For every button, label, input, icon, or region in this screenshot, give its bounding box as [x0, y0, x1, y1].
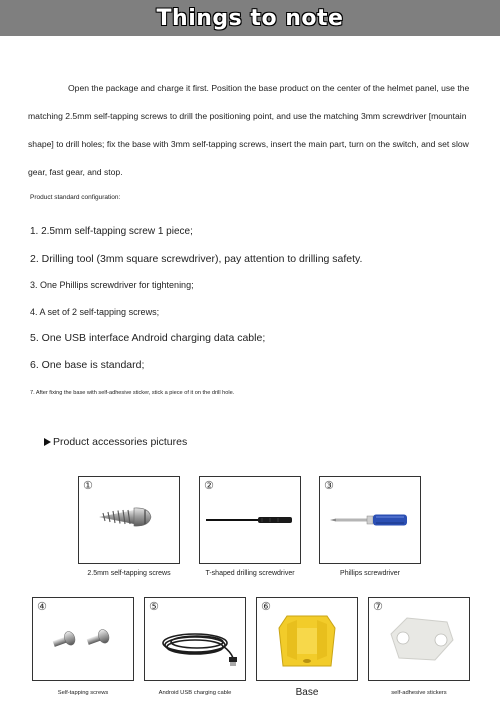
config-item: 5. One USB interface Android charging data cable; [30, 332, 266, 344]
config-title: Product standard configuration: [30, 194, 121, 201]
accessory-caption: Base [295, 687, 319, 698]
page-title: Things to note [156, 5, 344, 31]
triangle-bullet-icon [44, 438, 51, 446]
base-icon [257, 598, 357, 680]
accessory-number: ② [204, 480, 214, 492]
accessory-card-screws-pair [32, 597, 134, 681]
config-item: 3. One Phillips screwdriver for tightening; [30, 280, 194, 290]
usb-cable-icon [145, 598, 245, 680]
phillips-screwdriver-icon [320, 477, 420, 563]
accessory-card-usb-cable [144, 597, 246, 681]
accessory-card-sticker [368, 597, 470, 681]
accessory-caption: Phillips screwdriver [340, 570, 400, 577]
t-screwdriver-icon [200, 477, 300, 563]
accessories-heading [44, 436, 187, 448]
accessory-card-screw [78, 476, 180, 564]
config-item: 1. 2.5mm self-tapping screw 1 piece; [30, 226, 193, 237]
config-item: 4. A set of 2 self-tapping screws; [30, 306, 160, 317]
accessory-caption: T-shaped drilling screwdriver [205, 570, 295, 577]
config-list [30, 222, 490, 381]
accessory-card-t-screwdriver [199, 476, 301, 564]
accessory-number: ① [83, 480, 93, 492]
accessory-number: ③ [324, 480, 334, 492]
accessory-number: ⑥ [261, 601, 271, 613]
accessory-card-base [256, 597, 358, 681]
accessory-number: ④ [37, 601, 47, 613]
config-item: 6. One base is standard; [30, 358, 145, 371]
intro-paragraph: Open the package and charge it first. Position the base product on the center of the helmet panel, use the matching 2.5mm self-tapping screws to drill the positioning point, and use the matching 3mm screwdriver [mountain shape] to drill holes; fix the base with 3mm self-tapping screws, insert the main part, turn on the switch, and set slow gear, fast gear, and stop. [28, 83, 470, 177]
accessory-number: ⑦ [373, 601, 383, 613]
screw-icon [79, 477, 179, 563]
screws-pair-icon [33, 598, 133, 680]
title-banner [0, 0, 500, 36]
accessory-caption: Android USB charging cable [158, 690, 232, 696]
accessory-caption: 2.5mm self-tapping screws [87, 570, 171, 577]
config-item: 2. Drilling tool (3mm square screwdriver), pay attention to drilling safety. [30, 252, 363, 265]
accessory-caption: Self-tapping screws [57, 690, 109, 696]
accessory-caption: self-adhesive stickers [391, 690, 447, 696]
accessory-card-phillips [319, 476, 421, 564]
accessory-number: ⑤ [149, 601, 159, 613]
sticker-note: 7. After fixing the base with self-adhesive sticker, stick a piece of it on the drill hole. [30, 390, 235, 396]
accessories-title: Product accessories pictures [53, 436, 188, 448]
sticker-icon [369, 598, 469, 680]
